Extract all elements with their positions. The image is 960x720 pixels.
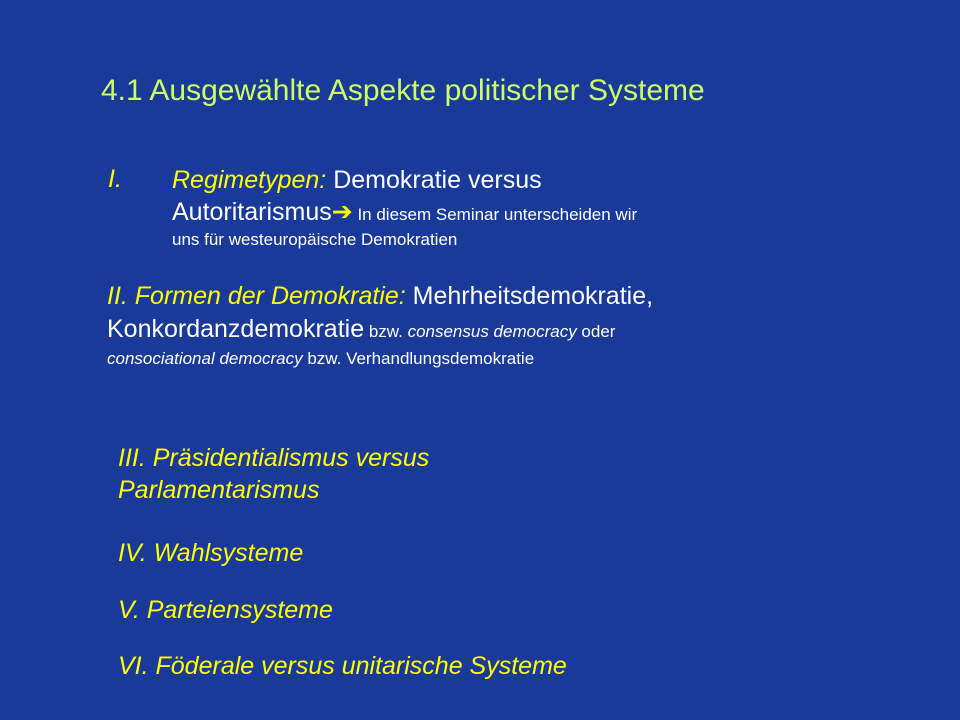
item-line bbox=[107, 281, 827, 311]
item-term: consociational democracy bbox=[107, 349, 303, 369]
item-text: Autoritarismus bbox=[172, 198, 332, 227]
item-line bbox=[107, 347, 827, 372]
item-line bbox=[107, 311, 827, 347]
list-item-formen-der-demokratie bbox=[107, 281, 827, 372]
item-text: bzw. Verhandlungsdemokratie bbox=[302, 349, 535, 369]
item-label: Regimetypen: bbox=[172, 166, 327, 194]
list-item-foederale-systeme: VI. Föderale versus unitarische Systeme bbox=[118, 652, 567, 680]
list-number: I. bbox=[108, 165, 122, 193]
item-line bbox=[172, 196, 808, 228]
item-term: consensus democracy bbox=[407, 322, 577, 341]
item-line: III. Präsidentialismus versus bbox=[118, 444, 430, 472]
item-text: Demokratie versus bbox=[326, 166, 542, 194]
list-item-praesidentialismus bbox=[118, 443, 429, 507]
item-line bbox=[172, 165, 808, 196]
item-label: II. Formen der Demokratie: bbox=[107, 282, 406, 310]
right-arrow-icon: ➔ bbox=[331, 197, 353, 227]
item-note: uns für westeuropäische Demokratien bbox=[172, 229, 458, 249]
list-item-regimetypen bbox=[108, 165, 808, 250]
item-text: bzw. bbox=[364, 322, 408, 341]
list-item-parteiensysteme: V. Parteiensysteme bbox=[118, 596, 333, 624]
slide-title: 4.1 Ausgewählte Aspekte politischer Systeme bbox=[101, 74, 705, 107]
item-note: In diesem Seminar unterscheiden wir bbox=[352, 205, 638, 225]
list-item-wahlsysteme: IV. Wahlsysteme bbox=[118, 539, 304, 567]
list-item-body bbox=[172, 165, 808, 250]
item-text: Mehrheitsdemokratie, bbox=[405, 282, 654, 310]
item-text: oder bbox=[576, 322, 616, 341]
item-term: Konkordanzdemokratie bbox=[107, 315, 365, 343]
item-line: Parlamentarismus bbox=[118, 475, 320, 504]
